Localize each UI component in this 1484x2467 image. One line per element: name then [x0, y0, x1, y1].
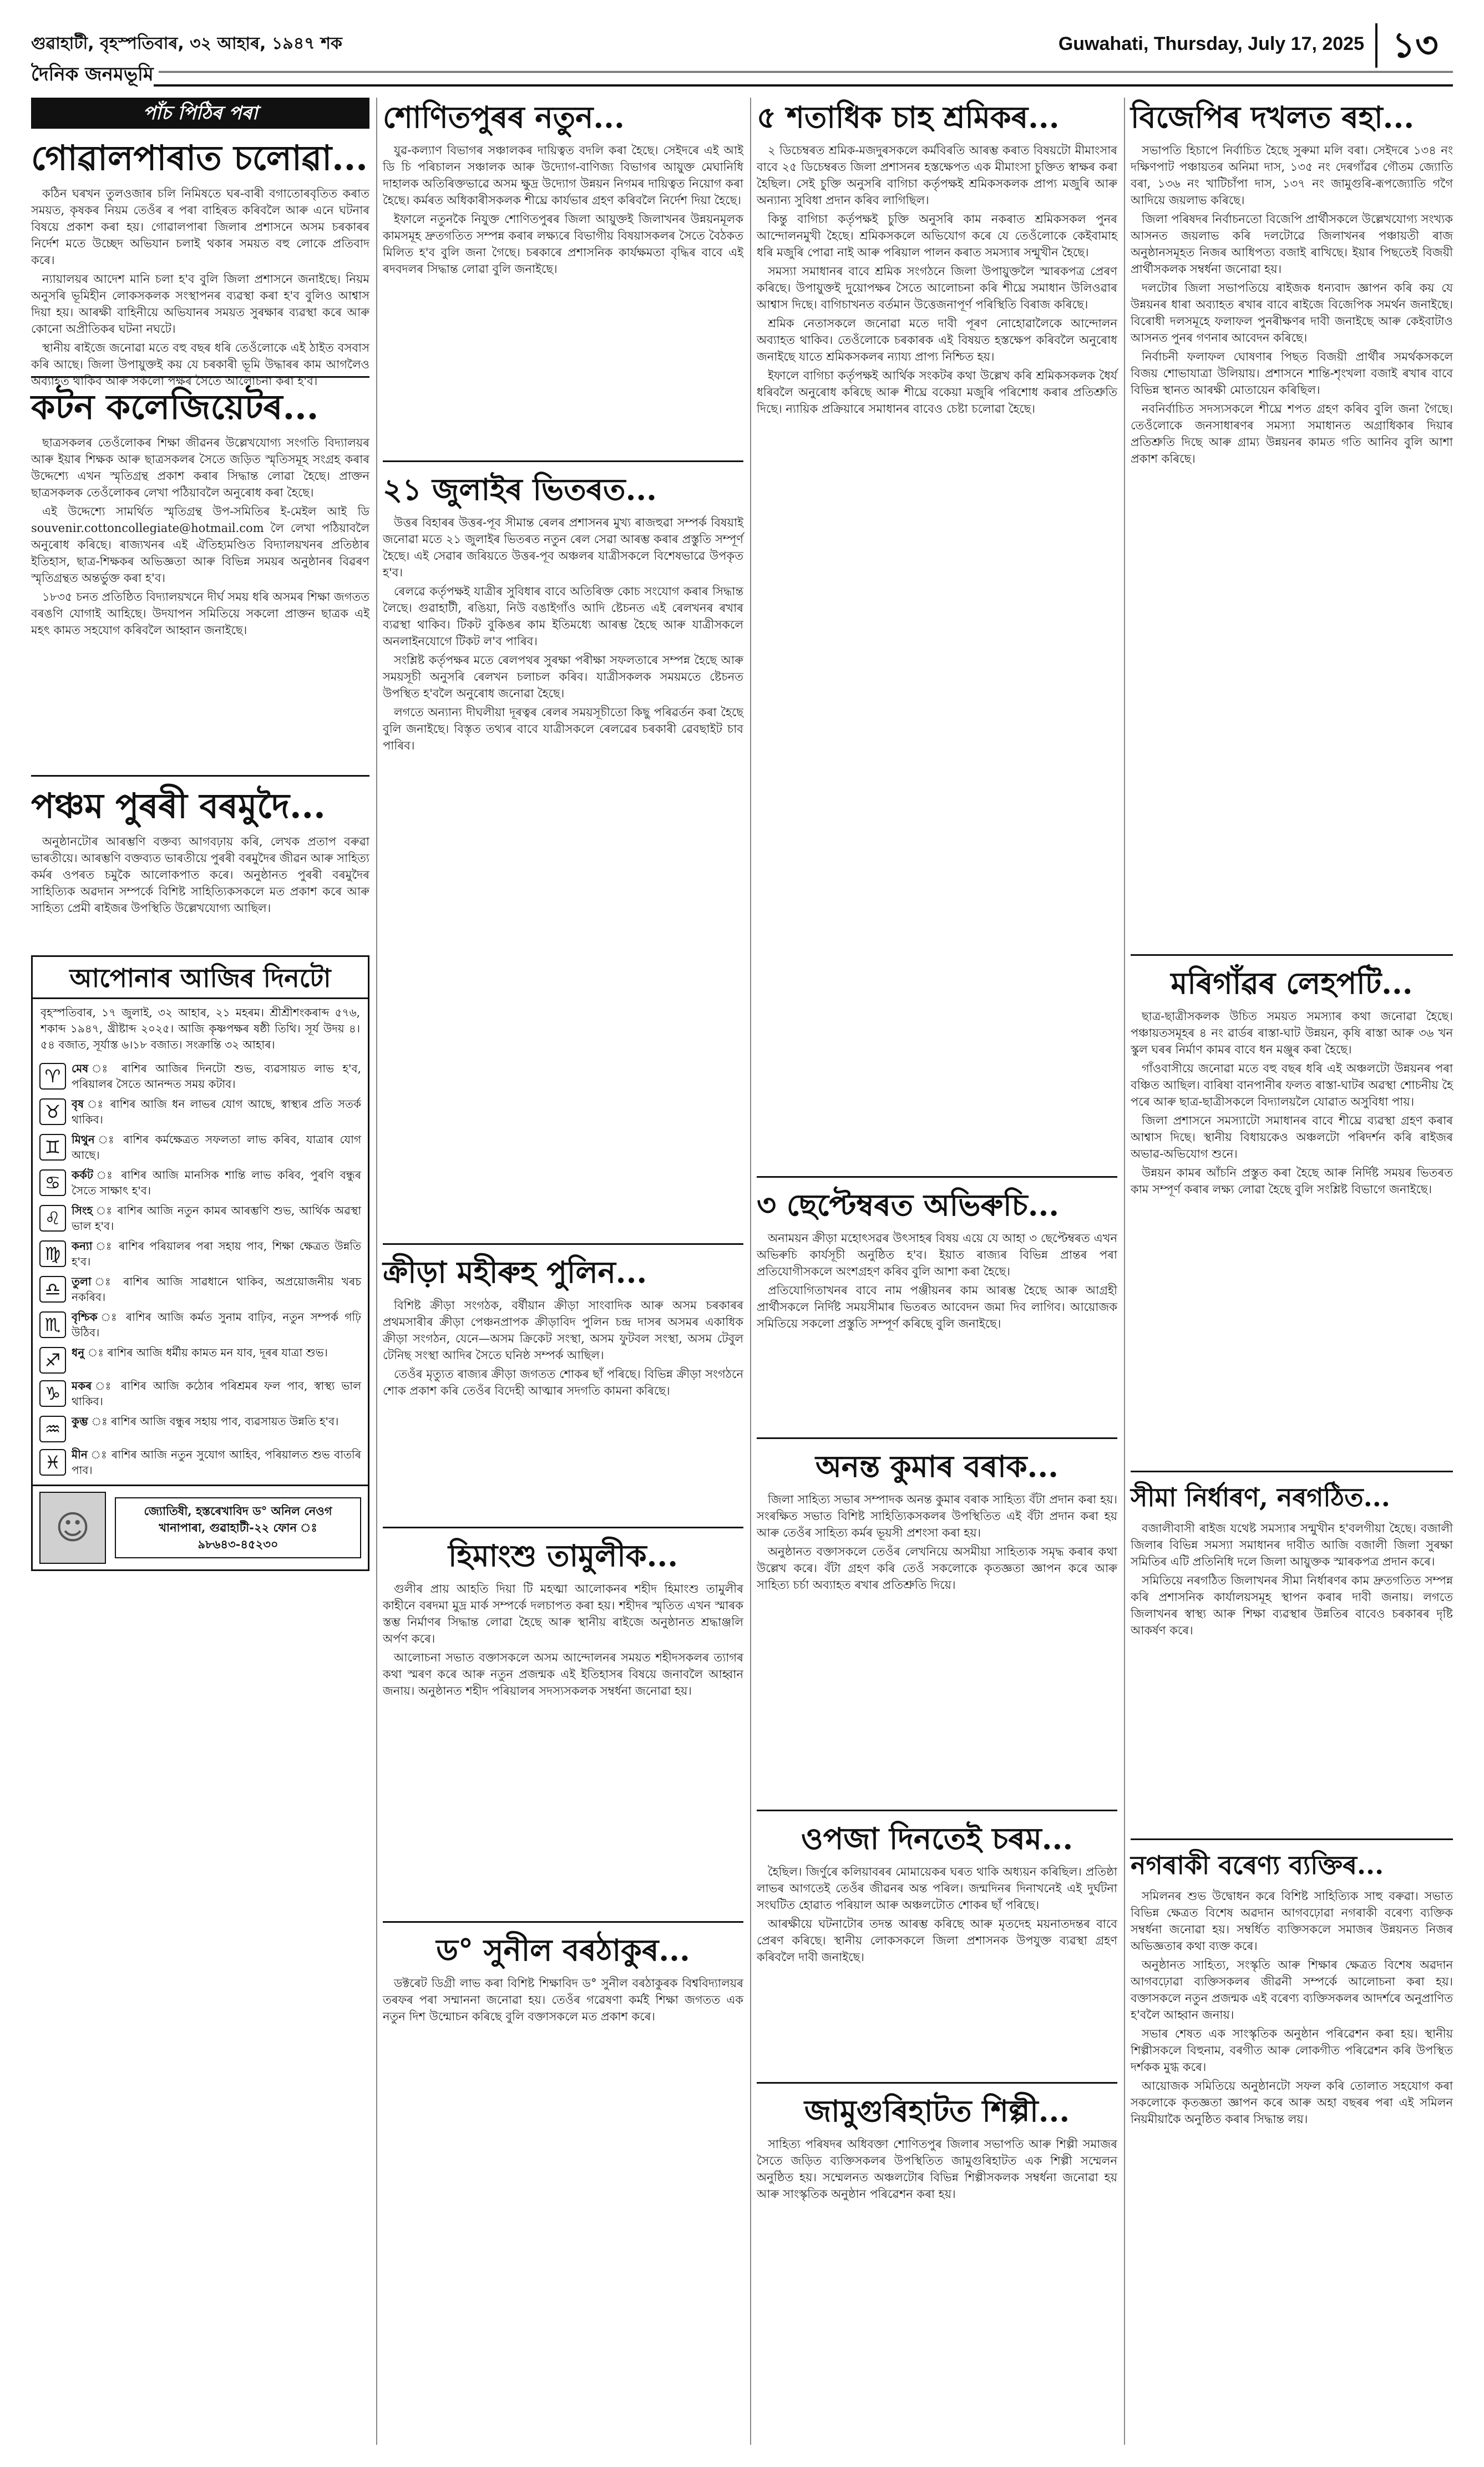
- story-divider: [383, 1243, 743, 1245]
- column-rule: [1124, 98, 1125, 2445]
- column-rule: [376, 98, 377, 2445]
- sign-name: ধনু: [72, 1346, 85, 1359]
- story-goalpara: [31, 136, 369, 388]
- sign-forecast: ৰাশিৰ আজি ধন লাভৰ যোগ আছে, স্বাস্থ্যৰ প্ৰতি সতৰ্ক থাকিব।: [72, 1097, 361, 1126]
- sign-forecast: ৰাশিৰ আজি নতুন কামৰ আৰম্ভণি শুভ, আৰ্থিক অৱস্থা ভাল হ'ব।: [72, 1204, 361, 1233]
- horoscope-sign: [33, 1343, 368, 1376]
- story-body: [757, 1863, 1117, 2074]
- story-bjp: [1131, 98, 1453, 946]
- headline: ড° সুনীল বৰঠাকুৰ...: [436, 1932, 690, 1968]
- paragraph: উন্নয়ন কামৰ আঁচনি প্ৰস্তুত কৰা হৈছে আৰু নিৰ্দিষ্ট সময়ৰ ভিতৰত কাম সম্পূৰ্ণ কৰাৰ লক্ষ্য লোৱা হৈছে বুলি সংশ্লিষ্ট বিভাগে জনাইছে।: [1131, 1166, 1453, 1196]
- story-marigaon: [1131, 964, 1453, 1463]
- paragraph: অনুষ্ঠানটোৰ আৰম্ভণি বক্তব্য আগবঢ়ায় কৰি, লেখক প্ৰতাপ বৰুৱা ভাৰতীয়ে। আৰম্ভণি বক্তব্যত ভাৰতীয়ে পুৰৰী বৰমুদৈৰ জীৱন আৰু সাহিত্য কৰ্মৰ ওপৰত চমুকৈ আলোকপাত কৰে। অনুষ্ঠানত পুৰৰী বৰমুদৈৰ সাহিত্যিক অৱদান সম্পৰ্কে বিশিষ্ট সাহিত্যিকসকলে মত প্ৰকাশ কৰে আৰু সাহিত্য প্ৰেমী ৰাইজৰ উপস্থিতি উল্লেখযোগ্য আছিল।: [31, 835, 369, 915]
- dateline-english: Guwahati, Thursday, July 17, 2025: [1058, 33, 1364, 54]
- sign-forecast: ৰাশিৰ আজি সাৱধানে থাকিব, অপ্ৰয়োজনীয় খৰচ নকৰিব।: [72, 1275, 361, 1304]
- sign-name: বৃশ্চিক: [72, 1310, 98, 1324]
- story-body: [1131, 1008, 1453, 1463]
- story-body: [1131, 1520, 1453, 1831]
- paragraph: সাহিত্য পৰিষদৰ অধিবক্তা শোণিতপুৰ জিলাৰ সভাপতি আৰু শিল্পী সমাজৰ সৈতে জড়িত ব্যক্তিসকলৰ উপস্থিতিত জামুগুৰিহাটত এক শিল্পী সম্মেলন অনুষ্ঠিত হয়। সম্মেলনত অঞ্চলটোৰ বিভিন্ন শিল্পীসকলক সম্বৰ্ধনা জনোৱা হয় আৰু সাংস্কৃতিক অনুষ্ঠান পৰিৱেশন কৰা হয়।: [757, 2137, 1117, 2201]
- sign-forecast: ৰাশিৰ আজি ধৰ্মীয় কামত মন যাব, দূৰৰ যাত্ৰা শুভ।: [107, 1346, 328, 1359]
- story-tea: [757, 98, 1117, 1168]
- paragraph: সমিলনৰ শুভ উদ্বোধন কৰে বিশিষ্ট সাহিত্যিক সাহু বৰুৱা। সভাত বিভিন্ন ক্ষেত্ৰত বিশেষ অৱদান আগবঢ়োৱা নগৰাকী বৰেণ্য ব্যক্তিক সম্বৰ্ধনা জনোৱা হয়। সম্বৰ্ধিত ব্যক্তিসকলে সমাজৰ উন্নয়নত নিজৰ অভিজ্ঞতাৰ কথা ব্যক্ত কৰে।: [1131, 1889, 1453, 1953]
- sign-forecast: ৰাশিৰ আজি কঠোৰ পৰিশ্ৰমৰ ফল পাব, স্বাস্থ্য ভাল থাকিব।: [72, 1379, 361, 1408]
- headline: নগৰাকী বৰেণ্য ব্যক্তিৰ...: [1131, 1850, 1384, 1880]
- paragraph: কিন্তু বাগিচা কৰ্তৃপক্ষই চুক্তি অনুসৰি কাম নকৰাত শ্ৰমিকসকল পুনৰ আন্দোলনমুখী হৈছে। শ্ৰমিকসকলে অভিযোগ কৰে যে তেওঁলোকে কেইবামাহ ধৰি মজুৰি পোৱা নাই আৰু পৰিয়াল পালন কৰাত সমস্যাৰ সন্মুখীন হৈছে।: [757, 212, 1117, 259]
- paragraph: কঠিন ঘৰখন তুলওজাৰ চলি নিমিষতে ঘৰ-বাৰী বগাতোৰবৃতিত কৰাত সময়ত, কৃষকৰ নিয়ম তেওঁৰ ৰ পৰা বাহিৰত কৰিবলৈ আৰু এনে ঘটনাৰ বিষয়ে প্ৰকাশ কৰা হয়। গোৱালপাৰা জিলাৰ প্ৰশাসনে অসম চৰকাৰৰ নিৰ্দেশ মতে উচ্ছেদ অভিযান চলাই থকাৰ সময়ত বহু লোকে প্ৰতিবাদ কৰে।: [31, 187, 369, 267]
- horoscope-sign: [33, 1411, 368, 1445]
- story-body: [757, 142, 1117, 1168]
- horoscope-title: আপোনাৰ আজিৰ দিনটো: [33, 957, 368, 999]
- story-body: [31, 833, 369, 950]
- story-nagaraki: [1131, 1848, 1453, 2443]
- headline: সীমা নিৰ্ধাৰণ, নৰগঠিত...: [1131, 1482, 1390, 1512]
- story-divider: [757, 2082, 1117, 2084]
- horoscope-sign: [33, 1272, 368, 1307]
- sign-forecast: ৰাশিৰ আজি কৰ্মত সুনাম বাঢ়িব, নতুন সম্পৰ্ক গঢ়ি উঠিব।: [72, 1310, 361, 1339]
- page-number: ১৩: [1375, 23, 1453, 68]
- headline: ক্ৰীড়া মহীৰুহ পুলিন...: [383, 1254, 647, 1290]
- horoscope-text: মীন ঃ ৰাশিৰ আজি নতুন সুযোগ আহিব, পৰিয়ালত শুভ বাতৰি পাব।: [72, 1448, 361, 1477]
- paragraph: জিলা প্ৰশাসনে সমস্যাটো সমাধানৰ বাবে শীঘ্ৰে ব্যৱস্থা গ্ৰহণ কৰাৰ আশ্বাস দিছে। স্থানীয় বিধায়কেও অঞ্চলটো পৰিদৰ্শন কৰি ৰাইজৰ অভাৱ-অভিযোগ শুনে।: [1131, 1114, 1453, 1161]
- horoscope-sign: [33, 1129, 368, 1165]
- horoscope-text: মকৰ ঃ ৰাশিৰ আজি কঠোৰ পৰিশ্ৰমৰ ফল পাব, স্বাস্থ্য ভাল থাকিব।: [72, 1379, 361, 1408]
- horoscope-text: কন্যা ঃ ৰাশিৰ পৰিয়ালৰ পৰা সহায় পাব, শিক্ষা ক্ষেত্ৰত উন্নতি হ'ব।: [72, 1239, 361, 1268]
- story-body: [383, 142, 743, 453]
- horoscope-text: বৃষ ঃ ৰাশিৰ আজি ধন লাভৰ যোগ আছে, স্বাস্থ্যৰ প্ৰতি সতৰ্ক থাকিব।: [72, 1097, 361, 1126]
- horoscope-sign: [33, 1058, 368, 1094]
- story-sonitpur: [383, 98, 743, 453]
- horoscope-sign: [33, 1307, 368, 1343]
- column-2: [383, 98, 743, 2445]
- sign-name: কৰ্কট: [72, 1168, 93, 1182]
- astrologer-photo: ☺: [39, 1492, 106, 1564]
- paragraph: এই উদ্দেশ্যে সামৰ্থিত স্মৃতিগ্ৰন্থ উপ-সমিতিৰ ই-মেইল আই ডি souvenir.cottoncollegiate@hotmail.com লৈ লেখা পঠিয়াবলৈ অনুৰোধ কৰিছে। ৰাজ্যখনৰ এই ঐতিহ্যমণ্ডিত বিদ্যালয়খনৰ প্ৰতিষ্ঠাৰ ইতিহাস, ছাত্ৰ-শিক্ষকৰ অভিজ্ঞতা আৰু বিভিন্ন সময়ৰ অনুষ্ঠানৰ বিৱৰণ স্মৃতিগ্ৰন্থত অন্তৰ্ভুক্ত কৰা হ'ব।: [31, 505, 369, 585]
- story-cotton: [31, 386, 369, 767]
- zodiac-icon: ♊: [39, 1134, 66, 1161]
- story-divider: [757, 1176, 1117, 1178]
- horoscope-sign: [33, 1445, 368, 1480]
- paragraph: আয়োজক সমিতিয়ে অনুষ্ঠানটো সফল কৰি তোলাত সহযোগ কৰা সকলোকে কৃতজ্ঞতা জ্ঞাপন কৰে আৰু অহা বছৰৰ পৰা এই সমিলন নিয়মীয়াকৈ অনুষ্ঠিত কৰাৰ সিদ্ধান্ত লয়।: [1131, 2079, 1453, 2126]
- horoscope-text: ধনু ঃ ৰাশিৰ আজি ধৰ্মীয় কামত মন যাব, দূৰৰ যাত্ৰা শুভ।: [72, 1346, 328, 1359]
- story-body: [757, 1230, 1117, 1430]
- paragraph: হৈছিল। জিৰ্ণুৰে কলিয়াবৰৰ মোমায়েকৰ ঘৰত থাকি অধ্যয়ন কৰিছিল। প্ৰতিষ্ঠা লাভৰ আগতেই তেওঁৰ জীৱনৰ অন্ত পৰিল। জন্মদিনৰ দিনাখনেই এই দুৰ্ঘটনা সংঘটিত হোৱাত পৰিয়াল আৰু অঞ্চলটোত শোকৰ ছাঁ পৰিছে।: [757, 1865, 1117, 1912]
- story-body: [383, 1975, 743, 2114]
- paragraph: ৰেলৱে কৰ্তৃপক্ষই যাত্ৰীৰ সুবিধাৰ বাবে অতিৰিক্ত কোচ সংযোগ কৰাৰ সিদ্ধান্ত লৈছে। গুৱাহাটী, ৰঙিয়া, নিউ বঙাইগাঁও আদি ষ্টেচনত এই ৰেলখনৰ ৰখাৰ ব্যৱস্থা থাকিব। টিকট বুকিঙৰ কাম ইতিমধ্যে আৰম্ভ হৈছে আৰু যাত্ৰীসকলে অনলাইনযোগে টিকট ল'ব পাৰিব।: [383, 585, 743, 648]
- headline: মৰিগাঁৱৰ লেহপটি...: [1171, 965, 1413, 1001]
- paragraph: যুৱ-কল্যাণ বিভাগৰ সঞ্চালকৰ দায়িত্বত বদলি কৰা হৈছে। সেইদৰে এই আই ডি চি পৰিচালন সঞ্চালক আৰু উদ্যোগ-বাণিজ্য বিভাগৰ আয়ুক্ত মেঘানিধি দাহালক অতিৰিক্তভাৱে অসম ক্ষুদ্ৰ উদ্যোগ উন্নয়ন নিগমৰ দায়িত্বত নিয়োগ কৰা হৈছে। কৰ্মৰত অধিকাৰীসকলক শীঘ্ৰে কাৰ্যভাৰ গ্ৰহণ কৰিবলৈ নিৰ্দেশ দিয়া হৈছে।: [383, 144, 743, 207]
- horoscope-text: কৰ্কট ঃ ৰাশিৰ আজি মানসিক শান্তি লাভ কৰিব, পুৰণি বন্ধুৰ সৈতে সাক্ষাৎ হ'ব।: [72, 1168, 362, 1197]
- paragraph: ২ ডিচেম্বৰত শ্ৰমিক-মজদুৰসকলে কৰ্মবিৰতি আৰম্ভ কৰাত বিষয়টো মীমাংসাৰ বাবে ২৫ ডিচেম্বৰত জিলা প্ৰশাসনৰ হস্তক্ষেপত এক মীমাংসা চুক্তিত স্বাক্ষৰ কৰা হৈছিল। সেই চুক্তি অনুসৰি বাগিচা কৰ্তৃপক্ষই শ্ৰমিকসকলক প্ৰাপ্য মজুৰি আৰু অন্যান্য সুবিধা প্ৰদান কৰিব লাগিছিল।: [757, 144, 1117, 207]
- masthead: [31, 20, 1453, 87]
- paragraph: দলটোৰ জিলা সভাপতিয়ে ৰাইজক ধন্যবাদ জ্ঞাপন কৰি কয় যে উন্নয়নৰ ধাৰা অব্যাহত ৰখাৰ বাবে ৰাইজে বিজেপিক সমৰ্থন জনাইছে। বিৰোধী দলসমূহে ফলাফল পুনৰীক্ষণৰ দাবী জনাইছে আৰু কেইবাটাও আসনত পুনৰ গণনাৰ আবেদন কৰিছে।: [1131, 281, 1453, 345]
- sign-forecast: ৰাশিৰ আজি বন্ধুৰ সহায় পাব, ব্যৱসায়ত উন্নতি হ'ব।: [111, 1415, 339, 1428]
- horoscope-text: মিথুন ঃ ৰাশিৰ কৰ্মক্ষেত্ৰত সফলতা লাভ কৰিব, যাত্ৰাৰ যোগ আছে।: [72, 1133, 361, 1162]
- sign-forecast: ৰাশিৰ পৰিয়ালৰ পৰা সহায় পাব, শিক্ষা ক্ষেত্ৰত উন্নতি হ'ব।: [72, 1239, 361, 1268]
- headline: পঞ্চম পুৰৰী বৰমুদৈ...: [31, 786, 326, 826]
- horoscope-sign: [33, 1236, 368, 1272]
- headline: শোণিতপুৰৰ নতুন...: [383, 99, 625, 135]
- zodiac-icon: ♎: [39, 1276, 66, 1303]
- paragraph: ন্যায়ালয়ৰ আদেশ মানি চলা হ'ব বুলি জিলা প্ৰশাসনে জনাইছে। নিয়ম অনুসৰি ভূমিহীন লোকসকলক সংস্থাপনৰ ব্যৱস্থা কৰা হ'ব বুলিও আশ্বাস দিয়া হয়। আৰক্ষী বাহিনীয়ে অভিযানৰ সময়ত সুৰক্ষাৰ ব্যৱস্থা কৰে আৰু কোনো অপ্ৰীতিকৰ ঘটনা নঘটে।: [31, 272, 369, 336]
- story-sports: [383, 1253, 743, 1519]
- story-body: [31, 434, 369, 767]
- story-body: [1131, 1888, 1453, 2443]
- paragraph: ইফালে বাগিচা কৰ্তৃপক্ষই আৰ্থিক সংকটৰ কথা উল্লেখ কৰি শ্ৰমিকসকলক ধৈৰ্য ধৰিবলৈ অনুৰোধ কৰিছে আৰু শীঘ্ৰে বকেয়া মজুৰি পৰিশোধ কৰাৰ প্ৰতিশ্ৰুতি দিছে। ন্যায়িক প্ৰক্ৰিয়াৰে সমাধানৰ বাবেও চেষ্টা চলোৱা হৈছে।: [757, 369, 1117, 416]
- headline: অনন্ত কুমাৰ বৰাক...: [816, 1448, 1058, 1484]
- story-ananta: [757, 1447, 1117, 1802]
- continued-kicker: পাঁচ পিঠিৰ পৰা: [31, 98, 369, 129]
- zodiac-icon: ♋: [39, 1169, 66, 1196]
- sign-name: মিথুন: [72, 1133, 95, 1146]
- horoscope-sign: [33, 1376, 368, 1411]
- zodiac-icon: ♌: [39, 1205, 66, 1232]
- paragraph: ইফালে নতুনকৈ নিযুক্ত শোণিতপুৰৰ জিলা আয়ুক্তই জিলাখনৰ উন্নয়নমূলক কামসমূহ দ্ৰুতগতিত সম্পন্ন কৰাৰ লক্ষ্যৰে বিভাগীয় বিষয়াসকলৰ সৈতে বৈঠকত মিলিত হ'ব বুলি জনা গৈছে। চৰকাৰে প্ৰশাসনিক কাৰ্যক্ষমতা বৃদ্ধিৰ বাবে এই ৰদবদলৰ সিদ্ধান্ত লোৱা বুলি জনাইছে।: [383, 212, 743, 276]
- horoscope-sign: [33, 1165, 368, 1200]
- horoscope-text: সিংহ ঃ ৰাশিৰ আজি নতুন কামৰ আৰম্ভণি শুভ, আৰ্থিক অৱস্থা ভাল হ'ব।: [72, 1204, 361, 1233]
- headline: ২১ জুলাইৰ ভিতৰত...: [383, 472, 657, 507]
- sign-name: সিংহ: [72, 1204, 93, 1217]
- story-divider: [757, 1810, 1117, 1811]
- sign-name: কন্যা: [72, 1239, 93, 1253]
- paragraph: নিৰ্বাচনী ফলাফল ঘোষণাৰ পিছত বিজয়ী প্ৰাৰ্থীৰ সমৰ্থকসকলে বিজয় শোভাযাত্ৰা উলিয়ায়। প্ৰশাসনে শান্তি-শৃংখলা বজাই ৰখাৰ বাবে বিভিন্ন স্থানত আৰক্ষী মোতায়েন কৰিছিল।: [1131, 350, 1453, 397]
- paragraph: উত্তৰ বিহাৰৰ উত্তৰ-পূব সীমান্ত ৰেলৰ প্ৰশাসনৰ মুখ্য ৰাজহুৱা সম্পৰ্ক বিষয়াই জনোৱা মতে ২১ জুলাইৰ ভিতৰত নতুন ৰেল সেৱা আৰম্ভ কৰাৰ প্ৰস্তুতি সম্পূৰ্ণ হৈছে। এই সেৱাৰ জৰিয়তে উত্তৰ-পূব অঞ্চলৰ যাত্ৰীসকলে বিশেষভাৱে উপকৃত হ'ব।: [383, 516, 743, 579]
- headline: হিমাংশু তামুলীক...: [448, 1538, 678, 1573]
- zodiac-icon: ♑: [39, 1380, 66, 1407]
- paragraph: স্থানীয় ৰাইজে জনোৱা মতে বহু বছৰ ধৰি তেওঁলোকে এই ঠাইত বসবাস কৰি আছে। জিলা উপায়ুক্তই কয় যে চৰকাৰী ভূমি উদ্ধাৰৰ কাম আগলৈও অব্যাহত থাকিব আৰু সকলো পক্ষৰ সৈতে আলোচনা কৰা হ'ব।: [31, 341, 369, 388]
- zodiac-icon: ♏: [39, 1311, 66, 1338]
- paragraph: লগতে অন্যান্য দীঘলীয়া দূৰত্বৰ ৰেলৰ সময়সূচীতো কিছু পৰিৱৰ্তন কৰা হৈছে বুলি জনাইছে। বিস্তৃত তথ্যৰ বাবে যাত্ৰীসকলে ৰেলৱেৰ চৰকাৰী ৱেবছাইট চাব পাৰিব।: [383, 706, 743, 752]
- story-opaja: [757, 1819, 1117, 2074]
- paragraph: সভাপতি হিচাপে নিৰ্বাচিত হৈছে সুৰুমা মলি বৰা। সেইদৰে ১৩৪ নং দক্ষিণপাট পঞ্চায়তৰ অনিমা দাস, ১৩৫ নং দেৰগাঁৱৰ গৌতম জ্যোতি বৰা, ১৩৬ নং খাটিচাঁপা দাস, ১৩৭ নং জামুগুৰি-ৰূপজ্যোতি গগৈ আদিয়ে জয়লাভ কৰিছে।: [1131, 144, 1453, 207]
- story-body: [383, 1297, 743, 1519]
- story-divider: [383, 460, 743, 462]
- headline: জামুগুৰিহাটত শিল্পী...: [804, 2093, 1070, 2129]
- zodiac-icon: ♓: [39, 1449, 66, 1476]
- story-boundary: [1131, 1480, 1453, 1831]
- paragraph: ডক্টৰেট ডিগ্ৰী লাভ কৰা বিশিষ্ট শিক্ষাবিদ ড° সুনীল বৰঠাকুৰক বিশ্ববিদ্যালয়ৰ তৰফৰ পৰা সম্মাননা জনোৱা হয়। তেওঁৰ গৱেষণা কৰ্মই শিক্ষা জগতত এক নতুন দিশ উন্মোচন কৰিছে বুলি বক্তাসকলে মত প্ৰকাশ কৰে।: [383, 1977, 743, 2023]
- column-rule: [750, 98, 751, 2445]
- headline: গোৱালপাৰাত চলোৱা...: [31, 138, 368, 178]
- story-himangshu: [383, 1536, 743, 1913]
- paragraph: আলোচনা সভাত বক্তাসকলে অসম আন্দোলনৰ সময়ত শহীদসকলৰ ত্যাগৰ কথা স্মৰণ কৰে আৰু নতুন প্ৰজন্মক এই ইতিহাসৰ বিষয়ে জনাবলৈ আহ্বান জনায়। অনুষ্ঠানত শহীদ পৰিয়ালৰ সদস্যসকলক সম্বৰ্ধনা জনোৱা হয়।: [383, 1651, 743, 1698]
- headline: বিজেপিৰ দখলত ৰহা...: [1131, 99, 1415, 135]
- paragraph: তেওঁৰ মৃত্যুত ৰাজ্যৰ ক্ৰীড়া জগতত শোকৰ ছাঁ পৰিছে। বিভিন্ন ক্ৰীড়া সংগঠনে শোক প্ৰকাশ কৰি তেওঁৰ বিদেহী আত্মাৰ সদগতি কামনা কৰিছে।: [383, 1367, 743, 1397]
- sign-name: বৃষ: [72, 1097, 84, 1111]
- story-divider: [1131, 954, 1453, 956]
- horoscope-box: [31, 955, 369, 1571]
- sign-forecast: ৰাশিৰ আজি নতুন সুযোগ আহিব, পৰিয়ালত শুভ বাতৰি পাব।: [72, 1448, 361, 1477]
- story-panchampur: [31, 784, 369, 950]
- horoscope-signs: [33, 1058, 368, 1480]
- story-sunil: [383, 1931, 743, 2114]
- paragraph: সংশ্লিষ্ট কৰ্তৃপক্ষৰ মতে ৰেলপথৰ সুৰক্ষা পৰীক্ষা সফলতাৰে সম্পন্ন হৈছে আৰু সময়সূচী অনুসৰি ৰেলখন চলাচল কৰিব। যাত্ৰীসকলক সময়মতে ষ্টেচনত উপস্থিত হ'বলৈ অনুৰোধ জনোৱা হৈছে।: [383, 654, 743, 700]
- horoscope-intro: বৃহস্পতিবাৰ, ১৭ জুলাই, ৩২ আহাৰ, ২১ মহৰম। শ্ৰীশ্ৰীশংকৰাব্দ ৫৭৬, শকাব্দ ১৯৪৭, খ্ৰীষ্টাব্দ ২০২৫। আজি কৃষ্ণপক্ষৰ ষষ্ঠী তিথি। সূৰ্য উদয় ৪।৫৪ বজাত, সূৰ্যাস্ত ৬।১৮ বজাত। সংক্ৰান্তি ৩২ আহাৰ।: [40, 1006, 360, 1051]
- paragraph: বিশিষ্ট ক্ৰীড়া সংগঠক, বৰ্ষীয়ান ক্ৰীড়া সাংবাদিক আৰু অসম চৰকাৰৰ প্ৰথমসাৰীৰ ক্ৰীড়া পেঞ্চনপ্ৰাপক ক্ৰীড়াবিদ পুলিন চন্দ্ৰ দাসৰ অসমৰ একাধিক ক্ৰীড়া সংগঠন, যেনে—অসম ক্ৰিকেট সংস্থা, অসম ফুটবল সংস্থা, অসম টেবুল টেনিছ সংস্থা আদিৰ সৈতে ঘনিষ্ঠ সম্পৰ্ক আছিল।: [383, 1299, 743, 1362]
- sign-name: মকৰ: [72, 1379, 92, 1392]
- horoscope-sign: [33, 1094, 368, 1129]
- paragraph: গুলীৰ প্ৰায় আহতি দিয়া টি মহত্মা আলোকনৰ শহীদ হিমাংশু তামুলীৰ কাহীনে বৰদমা মুদ্ৰ মাৰ্ক সম্পৰ্কে দলচাপত কৰা হয়। শহীদৰ স্মৃতিত এখন স্মাৰক স্তম্ভ নিৰ্মাণৰ সিদ্ধান্ত লোৱা হৈছে আৰু স্থানীয় ৰাইজে অনুষ্ঠানত শ্ৰদ্ধাঞ্জলি অৰ্পণ কৰে।: [383, 1582, 743, 1645]
- story-july21: [383, 470, 743, 1235]
- story-divider: [1131, 1838, 1453, 1840]
- headline: ওপজা দিনতেই চৰম...: [801, 1821, 1073, 1856]
- paragraph: জিলা সাহিত্য সভাৰ সম্পাদক অনন্ত কুমাৰ বৰাক সাহিত্য বঁটা প্ৰদান কৰা হয়। সংৰক্ষিত সভাত বিশিষ্ট সাহিত্যিকসকলৰ উপস্থিতিত এই বঁটা প্ৰদান কৰা হয় আৰু তেওঁৰ সাহিত্য কৰ্মৰ ভূয়সী প্ৰশংসা কৰা হয়।: [757, 1493, 1117, 1539]
- story-divider: [1131, 1471, 1453, 1472]
- story-body: [383, 1580, 743, 1913]
- paragraph: নবনিৰ্বাচিত সদস্যসকলে শীঘ্ৰে শপত গ্ৰহণ কৰিব বুলি জনা গৈছে। তেওঁলোকে জনসাধাৰণৰ সমস্যা সমাধানত অগ্ৰাধিকাৰ দিয়াৰ প্ৰতিশ্ৰুতি দিছে আৰু গ্ৰাম্য উন্নয়নৰ কামত গতি আনিব বুলি আশা প্ৰকাশ কৰিছে।: [1131, 402, 1453, 465]
- horoscope-sign: [33, 1200, 368, 1236]
- sign-name: মীন: [72, 1448, 88, 1461]
- headline: ৩ ছেপ্টেম্বৰত অভিৰুচি...: [757, 1187, 1060, 1223]
- astrologer-info: জ্যোতিষী, হস্তৰেখাবিদ ড° অনিল নেওগ খানাপাৰা, গুৱাহাটী-২২ ফোন ঃ ৯৮৬৪৩-৪৫২৩০: [115, 1497, 361, 1558]
- horoscope-text: বৃশ্চিক ঃ ৰাশিৰ আজি কৰ্মত সুনাম বাঢ়িব, নতুন সম্পৰ্ক গঢ়ি উঠিব।: [72, 1310, 361, 1339]
- paragraph: ১৮৩৫ চনত প্ৰতিষ্ঠিত বিদ্যালয়খনে দীৰ্ঘ সময় ধৰি অসমৰ শিক্ষা জগতত বৰঙণি যোগাই আহিছে। উদযাপন সমিতিয়ে সকলো প্ৰাক্তন ছাত্ৰক এই মহৎ কামত সহযোগ কৰিবলৈ আহ্বান জনাইছে।: [31, 590, 369, 637]
- zodiac-icon: ♈: [39, 1063, 66, 1090]
- zodiac-icon: ♍: [39, 1240, 66, 1267]
- paragraph: শ্ৰমিক নেতাসকলে জনোৱা মতে দাবী পূৰণ নোহোৱালৈকে আন্দোলন অব্যাহত থাকিব। তেওঁলোকে চৰকাৰক এই বিষয়ত হস্তক্ষেপ কৰিবলৈ অনুৰোধ জনাইছে যাতে শ্ৰমিকসকলৰ ন্যায্য প্ৰাপ্য নিশ্চিত হয়।: [757, 317, 1117, 363]
- paragraph: ছাত্ৰসকলৰ তেওঁলোকৰ শিক্ষা জীৱনৰ উল্লেখযোগ্য সংগতি বিদ্যালয়ৰ আৰু ইয়াৰ শিক্ষক আৰু ছাত্ৰসকলৰ সৈতে জড়িত স্মৃতিসমূহ সংগ্ৰহ কৰাৰ উদ্দেশ্যে এখন স্মৃতিগ্ৰন্থ প্ৰকাশ কৰাৰ সিদ্ধান্ত লোৱা হৈছে। প্ৰাক্তন ছাত্ৰসকলক তেওঁলোকৰ লেখা পঠিয়াবলৈ অনুৰোধ কৰা হৈছে।: [31, 436, 369, 499]
- story-divider: [383, 1527, 743, 1528]
- paragraph: অনুষ্ঠানত বক্তাসকলে তেওঁৰ লেখনিয়ে অসমীয়া সাহিত্যক সমৃদ্ধ কৰাৰ কথা উল্লেখ কৰে। বঁটা গ্ৰহণ কৰি তেওঁ সকলোকে কৃতজ্ঞতা জ্ঞাপন কৰে আৰু সাহিত্য চৰ্চা অব্যাহত ৰখাৰ প্ৰতিশ্ৰুতি দিয়ে।: [757, 1545, 1117, 1592]
- paragraph: সমিতিয়ে নৰগঠিত জিলাখনৰ সীমা নিৰ্ধাৰণৰ কাম দ্ৰুতগতিত সম্পন্ন কৰি প্ৰশাসনিক কাৰ্যালয়সমূহ স্থাপন কৰাৰ দাবী জনায়। লগতে জিলাখনৰ স্বাস্থ্য আৰু শিক্ষা ব্যৱস্থাৰ উন্নতিৰ বাবেও চৰকাৰৰ দৃষ্টি আকৰ্ষণ কৰে।: [1131, 1574, 1453, 1637]
- story-body: [31, 185, 369, 388]
- story-divider: [383, 1921, 743, 1923]
- sign-forecast: ৰাশিৰ আজিৰ দিনটো শুভ, ব্যৱসায়ত লাভ হ'ব, পৰিয়ালৰ সৈতে আনন্দত সময় কটাব।: [72, 1062, 361, 1091]
- paragraph: অনাময়ন ক্ৰীড়া মহোৎসৱৰ উৎসাহৰ বিষয় এয়ে যে আহা ৩ ছেপ্টেম্বৰত এখন অভিৰুচি কাৰ্যসূচী অনুষ্ঠিত হ'ব। ইয়াত ৰাজ্যৰ বিভিন্ন প্ৰান্তৰ পৰা প্ৰতিযোগীসকলে অংশগ্ৰহণ কৰিব বুলি আশা কৰা হৈছে।: [757, 1232, 1117, 1278]
- zodiac-icon: ♐: [39, 1347, 66, 1374]
- paragraph: বজালীবাসী ৰাইজ যথেষ্ট সমস্যাৰ সন্মুখীন হ'বলগীয়া হৈছে। বজালী জিলাৰ বিভিন্ন সমস্যা সমাধানৰ দাবীত আজি বজালী জিলা সুৰক্ষা সমিতিৰ এটি প্ৰতিনিধি দলে জিলা আয়ুক্তক স্মাৰকপত্ৰ প্ৰদান কৰে।: [1131, 1522, 1453, 1568]
- paragraph: সমস্যা সমাধানৰ বাবে শ্ৰমিক সংগঠনে জিলা উপায়ুক্তলৈ স্মাৰকপত্ৰ প্ৰেৰণ কৰিছে। উপায়ুক্তই দুয়োপক্ষৰ সৈতে আলোচনা কৰি শীঘ্ৰে সমাধান উলিওৱাৰ আশ্বাস দিছে। বাগিচাখনত বৰ্তমান উত্তেজনাপূৰ্ণ পৰিস্থিতি বিৰাজ কৰিছে।: [757, 265, 1117, 311]
- horoscope-text: মেষ ঃ ৰাশিৰ আজিৰ দিনটো শুভ, ব্যৱসায়ত লাভ হ'ব, পৰিয়ালৰ সৈতে আনন্দত সময় কটাব।: [72, 1062, 361, 1091]
- paragraph: অনুষ্ঠানত সাহিত্য, সংস্কৃতি আৰু শিক্ষাৰ ক্ষেত্ৰত বিশেষ অৱদান আগবঢ়োৱা ব্যক্তিসকলৰ জীৱনী সম্পৰ্কে আলোচনা কৰা হয়। বক্তাসকলে নতুন প্ৰজন্মক এই বৰেণ্য ব্যক্তিসকলৰ আদৰ্শৰে অনুপ্ৰাণিত হ'বলৈ আহ্বান জনায়।: [1131, 1958, 1453, 2022]
- story-body: [757, 1491, 1117, 1802]
- sign-forecast: ৰাশিৰ আজি মানসিক শান্তি লাভ কৰিব, পুৰণি বন্ধুৰ সৈতে সাক্ষাৎ হ'ব।: [72, 1168, 362, 1197]
- zodiac-icon: ♒: [39, 1416, 66, 1442]
- paragraph: প্ৰতিযোগিতাখনৰ বাবে নাম পঞ্জীয়নৰ কাম আৰম্ভ হৈছে আৰু আগ্ৰহী প্ৰাৰ্থীসকলে নিৰ্দিষ্ট সময়সীমাৰ ভিতৰত আবেদন জমা দিব লাগিব। আয়োজক সমিতিয়ে সকলো প্ৰস্তুতি সম্পূৰ্ণ কৰিছে বুলি জনাইছে।: [757, 1284, 1117, 1330]
- story-september: [757, 1186, 1117, 1430]
- sign-name: তুলা: [72, 1275, 92, 1288]
- masthead-rule: [159, 71, 1453, 73]
- column-1: [31, 98, 369, 2445]
- story-body: [383, 514, 743, 1235]
- paragraph: ছাত্ৰ-ছাত্ৰীসকলক উচিত সময়ত সমস্যাৰ কথা জনোৱা হৈছে। পঞ্চায়তসমূহৰ ৪ নং ৱাৰ্ডৰ ৰাস্তা-ঘাট উন্নয়ন, কৃষি ৰাস্তা আৰু ৩৬ খন স্কুল ঘৰৰ নিৰ্মাণ কামৰ বাবে ধন মঞ্জুৰ কৰা হৈছে।: [1131, 1010, 1453, 1056]
- sign-forecast: ৰাশিৰ কৰ্মক্ষেত্ৰত সফলতা লাভ কৰিব, যাত্ৰাৰ যোগ আছে।: [72, 1133, 361, 1162]
- sign-name: মেষ: [72, 1062, 89, 1075]
- zodiac-icon: ♉: [39, 1098, 66, 1125]
- horoscope-text: কুম্ভ ঃ ৰাশিৰ আজি বন্ধুৰ সহায় পাব, ব্যৱসায়ত উন্নতি হ'ব।: [72, 1415, 339, 1428]
- story-divider: [757, 1437, 1117, 1439]
- paragraph: সভাৰ শেষত এক সাংস্কৃতিক অনুষ্ঠান পৰিৱেশন কৰা হয়। স্থানীয় শিল্পীসকলে বিহুনাম, বৰগীত আৰু লোকগীত পৰিৱেশন কৰি উপস্থিত দৰ্শকক মুগ্ধ কৰে।: [1131, 2027, 1453, 2074]
- dateline-assamese: গুৱাহাটী, বৃহস্পতিবাৰ, ৩২ আহাৰ, ১৯৪৭ শক: [31, 34, 342, 53]
- story-body: [757, 2136, 1117, 2291]
- paragraph: গাঁওবাসীয়ে জনোৱা মতে বহু বছৰ ধৰি এই অঞ্চলটো উন্নয়নৰ পৰা বঞ্চিত আছিল। বাৰিষা বানপানীৰ ফলত ৰাস্তা-ঘাটৰ অৱস্থা শোচনীয় হৈ পৰে আৰু ছাত্ৰ-ছাত্ৰীসকলে বিদ্যালয়লৈ যোৱাত অসুবিধা পায়।: [1131, 1062, 1453, 1108]
- paragraph: আৰক্ষীয়ে ঘটনাটোৰ তদন্ত আৰম্ভ কৰিছে আৰু মৃতদেহ ময়নাতদন্তৰ বাবে প্ৰেৰণ কৰিছে। স্থানীয় লোকসকলে জিলা প্ৰশাসনক উপযুক্ত ব্যৱস্থা গ্ৰহণ কৰিবলৈ দাবী জনাইছে।: [757, 1917, 1117, 1964]
- story-body: [1131, 142, 1453, 946]
- column-3: [757, 98, 1117, 2445]
- headline: কটন কলেজিয়েটৰ...: [31, 387, 319, 427]
- astrologer-box: [33, 1485, 368, 1569]
- headline: ৫ শতাধিক চাহ শ্ৰমিকৰ...: [757, 99, 1060, 135]
- story-jamugurihat: [757, 2091, 1117, 2291]
- sign-name: কুম্ভ: [72, 1415, 88, 1428]
- paper-name: দৈনিক জনমভূমি: [31, 60, 154, 92]
- paragraph: জিলা পৰিষদৰ নিৰ্বাচনতো বিজেপি প্ৰাৰ্থীসকলে উল্লেখযোগ্য সংখ্যক আসনত জয়লাভ কৰি দলটোৱে জিলাখনৰ পঞ্চায়তী ৰাজ অনুষ্ঠানসমূহত নিজৰ আধিপত্য বজাই ৰাখিছে। ইয়াৰ পিছতেই বিজয়ী প্ৰাৰ্থীসকলক সম্বৰ্ধনা জনোৱা হয়।: [1131, 212, 1453, 276]
- column-4: [1131, 98, 1453, 2445]
- story-divider: [31, 775, 369, 777]
- horoscope-text: তুলা ঃ ৰাশিৰ আজি সাৱধানে থাকিব, অপ্ৰয়োজনীয় খৰচ নকৰিব।: [72, 1275, 361, 1304]
